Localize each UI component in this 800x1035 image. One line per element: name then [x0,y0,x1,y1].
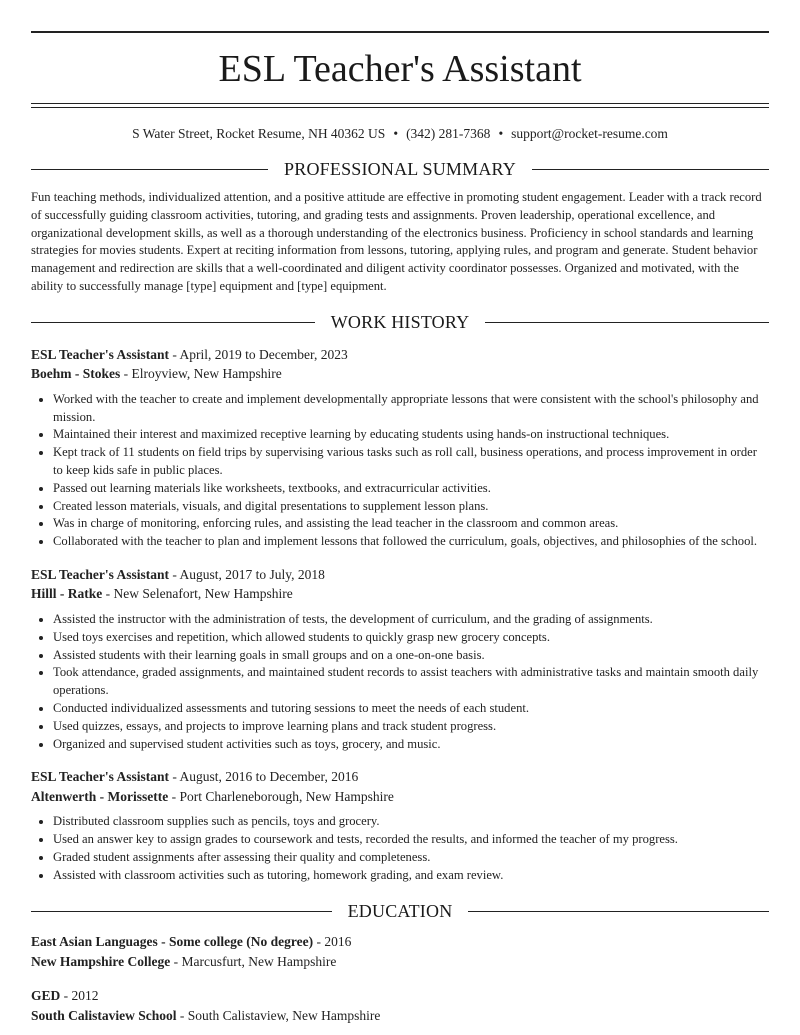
job-company-line [31,584,769,604]
job-bullet: • Organized and supervised student activities such as toys, grocery, and music. [53,736,769,754]
education-school-line [31,1006,769,1026]
education-degree-line [31,986,769,1006]
job-title: ESL Teacher's Assistant [31,346,170,362]
section-title-education: EDUCATION [347,900,453,921]
job-bullet: • Kept track of 11 students on field trips by supervising various tasks such as roll call, business operations, and process improvement in order to keep kids safe in public places. [53,444,769,480]
job-title: ESL Teacher's Assistant [31,769,170,785]
resume-page [31,0,769,1026]
job-dates: - August, 2016 to December, 2016 [169,769,359,785]
contact-address: S Water Street, Rocket Resume, NH 40362 US [132,126,386,141]
section-rule-left [31,911,332,912]
job-bullet: • Graded student assignments after assessing their quality and completeness. [53,849,769,867]
job-location: - New Selenafort, New Hampshire [102,586,293,602]
job-entry [31,767,769,884]
job-bullet: • Took attendance, graded assignments, and maintained student records to assist teachers with administrative tasks and maintain smooth daily operations. [53,664,769,700]
title-double-rule [31,103,769,108]
job-bullet: • Used toys exercises and repetition, which allowed students to quickly grasp new grocery concepts. [53,629,769,647]
section-title-work: WORK HISTORY [330,311,470,332]
job-title: ESL Teacher's Assistant [31,566,170,582]
education-degree-line [31,932,769,952]
education-entry [31,986,769,1026]
section-rule-right [468,911,769,912]
section-header-summary [31,159,769,180]
education-degree: East Asian Languages - Some college (No degree) [31,933,314,949]
job-bullet: • Assisted the instructor with the administration of tests, the development of curriculum, and the grading of assignments. [53,611,769,629]
job-company: Hilll - Ratke [31,586,103,602]
job-bullet: • Used an answer key to assign grades to coursework and tests, recorded the results, and informed the teacher of my progress. [53,831,769,849]
job-company-line [31,364,769,384]
job-dates: - April, 2019 to December, 2023 [169,346,348,362]
job-entry [31,345,769,551]
education-entry [31,932,769,972]
job-entry [31,565,769,753]
contact-phone: (342) 281-7368 [406,126,491,141]
education-school-line [31,952,769,972]
job-title-line [31,767,769,787]
section-title-summary: PROFESSIONAL SUMMARY [284,159,516,179]
job-bullet: • Maintained their interest and maximized receptive learning by educating students using hands-on instructional techniques. [53,426,769,444]
summary-paragraph: Fun teaching methods, individualized attention, and a positive attitude are effective in promoting student engagement. Leader with a track record of successfully guiding classroom activities, tutoring, and grading tests and assignments. Proven leadership, operational excellence, and organizational development skills, as well as a thorough understanding of the electronics business. Proficiency in school standards and learning strategies for movies students. Expert at reciting information from lessons, tutoring, applying rules, and program and generate. Student behavior management and redirection are skills that a well-coordinated and diligent activity coordinator possesses. Organized and motivated, with the ability to successfully manage [type] equipment and [type] equipment. [31,190,762,293]
education-degree: GED [31,987,61,1003]
education-location: - South Calistaview, New Hampshire [176,1007,381,1023]
top-rule [31,31,769,33]
education-school: New Hampshire College [31,953,171,969]
job-bullets [31,611,769,753]
job-dates: - August, 2017 to July, 2018 [169,566,325,582]
section-rule-right [532,169,769,170]
job-bullet: • Was in charge of monitoring, enforcing rules, and assisting the lead teacher in the classroom and common areas. [53,515,769,533]
job-title-line [31,565,769,585]
contact-separator: • [498,126,504,141]
job-company: Altenwerth - Morissette [31,788,169,804]
job-bullet: • Used quizzes, essays, and projects to improve learning plans and track student progress. [53,718,769,736]
education-list [31,932,769,1026]
job-bullet: • Assisted with classroom activities such as tutoring, homework grading, and exam review. [53,867,769,885]
contact-separator: • [393,126,399,141]
job-title-line [31,345,769,365]
contact-email: support@rocket-resume.com [511,126,668,141]
job-bullet: • Worked with the teacher to create and implement developmentally appropriate lessons that were consistent with the school's philosophy and mission. [53,391,769,427]
job-company: Boehm - Stokes [31,366,121,382]
education-year: - 2012 [60,987,99,1003]
job-bullet: • Created lesson materials, visuals, and digital presentations to supplement lesson plans. [53,498,769,516]
job-bullets [31,813,769,884]
education-location: - Marcusfurt, New Hampshire [170,953,337,969]
job-location: - Port Charleneborough, New Hampshire [168,788,394,804]
education-school: South Calistaview School [31,1007,177,1023]
job-bullet: • Collaborated with the teacher to plan and implement lessons that followed the curriculum, goals, objectives, and philosophies of the school. [53,533,769,551]
job-bullet: • Passed out learning materials like worksheets, textbooks, and extracurricular activities. [53,480,769,498]
work-history-list [31,345,769,885]
job-bullets [31,391,769,551]
education-year: - 2016 [313,933,352,949]
job-company-line [31,787,769,807]
section-header-work [31,312,769,333]
section-rule-left [31,169,268,170]
job-bullet: • Distributed classroom supplies such as pencils, toys and grocery. [53,813,769,831]
job-location: - Elroyview, New Hampshire [120,366,282,382]
section-rule-right [485,322,769,323]
job-bullet: • Conducted individualized assessments and tutoring sessions to meet the needs of each student. [53,700,769,718]
resume-title: ESL Teacher's Assistant [218,48,582,90]
section-header-education [31,901,769,922]
section-rule-left [31,322,315,323]
job-bullet: • Assisted students with their learning goals in small groups and on a one-on-one basis. [53,647,769,665]
contact-line [31,125,769,143]
